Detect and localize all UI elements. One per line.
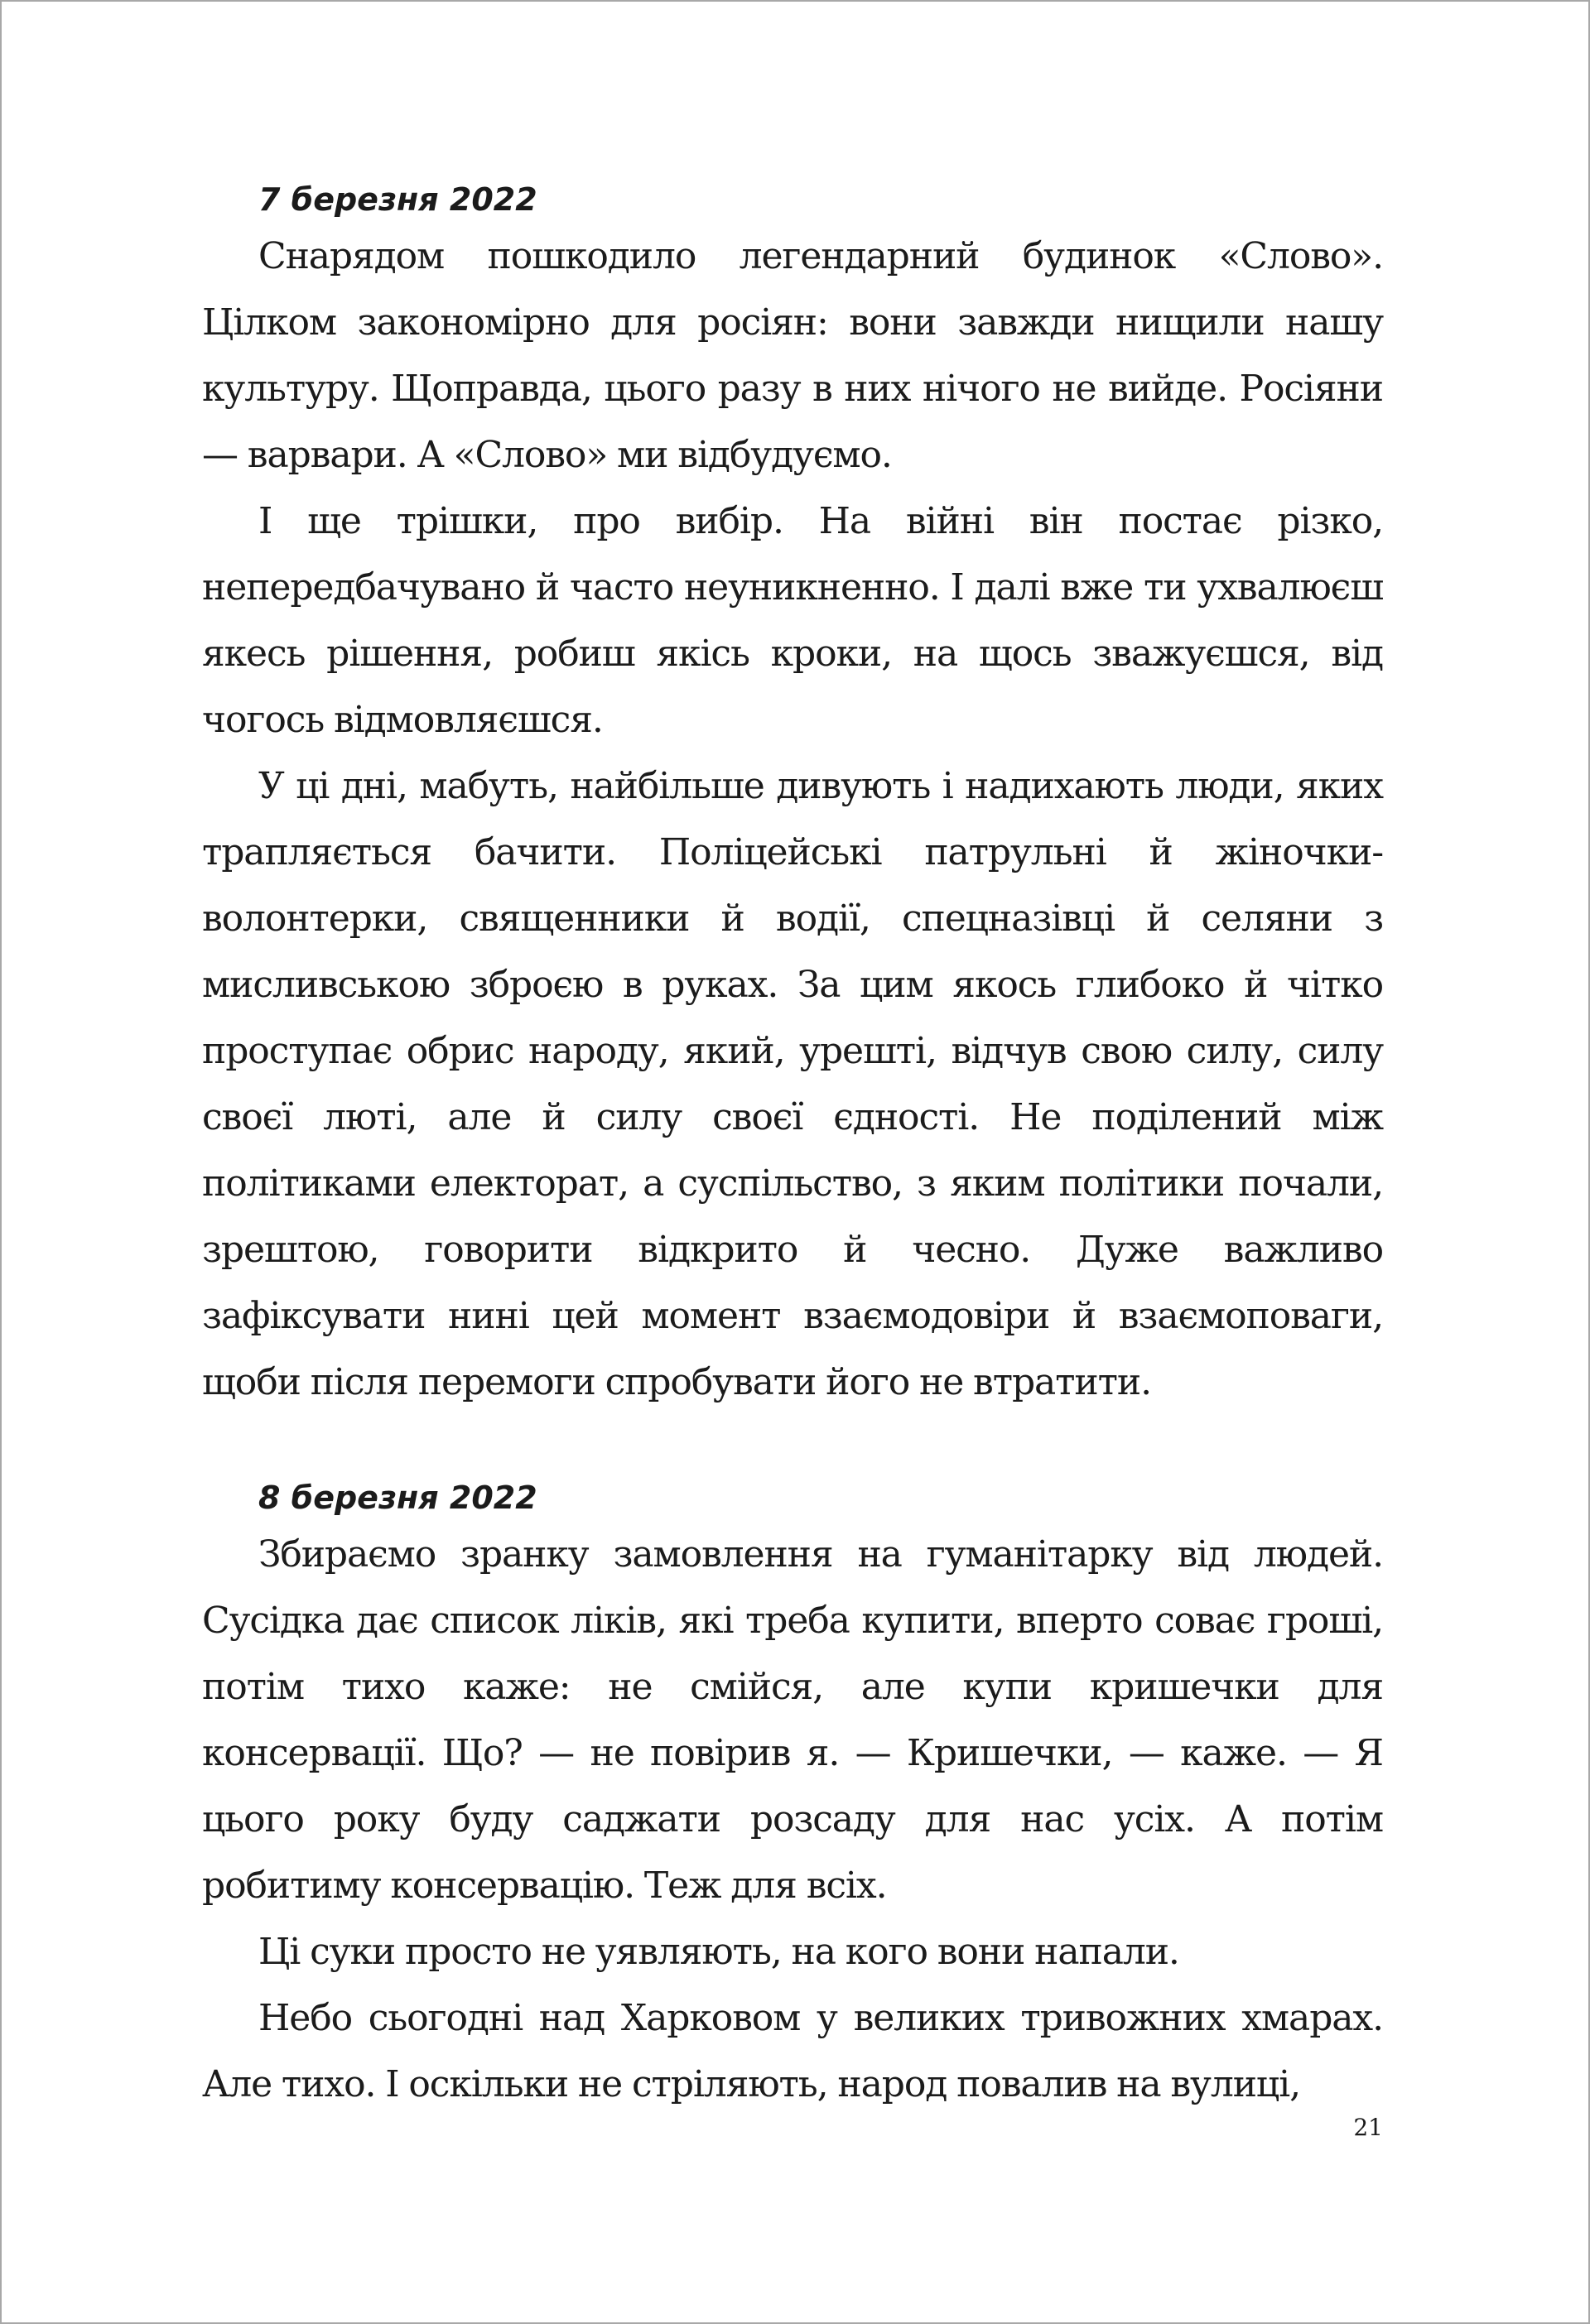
paragraph: Снарядом пошкодило легендарний будинок «Слово». Цілком закономірно для росіян: вони завжди нищили нашу культуру. Щоправда, цього разу в них нічого не вийде. Росіяни — варвари. А «Слово» ми відбудуємо. (202, 235, 1383, 476)
diary-entry (202, 176, 1383, 1416)
entry-spacer (202, 1416, 1383, 1474)
paragraph: У ці дні, мабуть, найбільше дивують і надихають люди, яких трапляється бачити. Поліцейські патрульні й жіночки-волонтерки, священники й водії, спецназівці й селяни з мисливською зброєю в руках. За цим якось глибоко й чітко проступає обрис народу, який, урешті, відчув свою силу, силу своєї люті, але й силу своєї єдності. Не поділений між політиками електорат, а суспільство, з яким політики почали, зрештою, говорити відкрито й чесно. Дуже важливо зафіксувати нині цей момент взаємодовіри й взаємоповаги, щоби після перемоги спробувати його не втратити. (202, 765, 1383, 1403)
entry-date: 8 березня 2022 (258, 1480, 537, 1516)
paragraph: І ще трішки, про вибір. На війні він постає різко, непередбачувано й часто неуникненно. І далі вже ти ухвалюєш якесь рішення, робиш якісь кроки, на щось зважуєшся, від чогось відмовляєшся. (202, 500, 1383, 741)
page-body (202, 176, 1383, 2118)
page-number: 21 (1353, 2114, 1383, 2141)
paragraph: Ці суки просто не уявляють, на кого вони напали. (258, 1931, 1179, 1973)
entry-date: 7 березня 2022 (258, 181, 537, 218)
diary-entry (202, 1474, 1383, 2118)
paragraph: Небо сьогодні над Харковом у великих тривожних хмарах. Але тихо. І оскільки не стріляють, народ повалив на вулиці, (202, 1997, 1383, 2105)
paragraph: Збираємо зранку замовлення на гуманітарку від людей. Сусідка дає список ліків, які треба купити, вперто соває гроші, потім тихо каже: не смійся, але купи кришечки для консервації. Що? — не повірив я. — Кришечки, — каже. — Я цього року буду саджати розсаду для нас усіх. А потім робитиму консервацію. Теж для всіх. (202, 1533, 1383, 1907)
